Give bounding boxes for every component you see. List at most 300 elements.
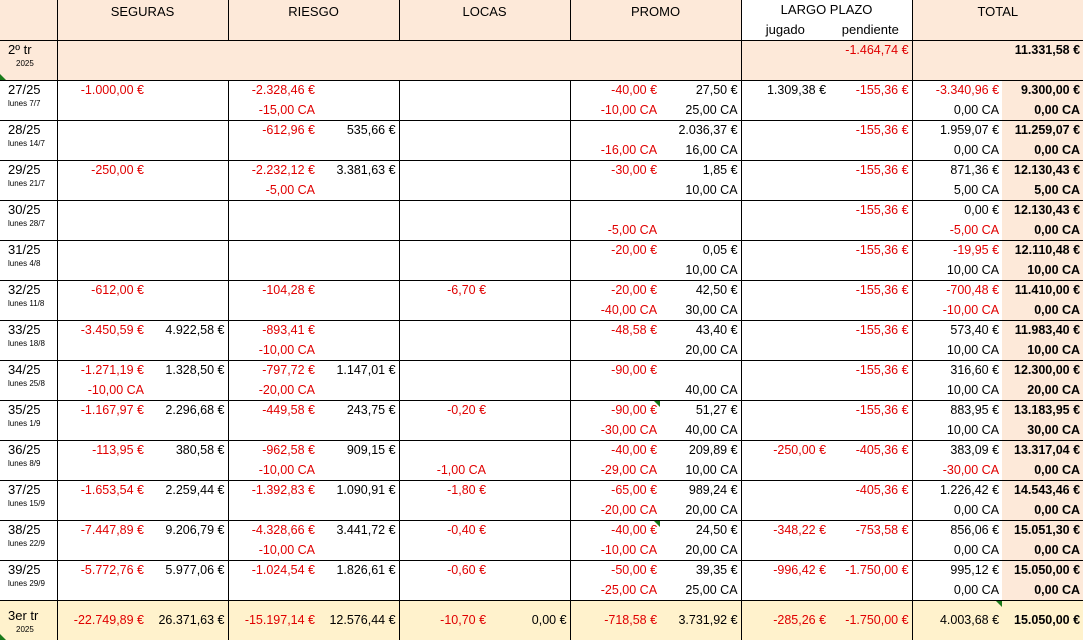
cell-locas-neg bbox=[399, 361, 489, 381]
cell-seguras-neg bbox=[57, 581, 147, 601]
cell-locas-pos bbox=[489, 141, 570, 161]
cell-promo-neg: -50,00 € bbox=[570, 561, 660, 581]
cell-riesgo-pos bbox=[318, 461, 399, 481]
cell-riesgo-neg: -893,41 € bbox=[228, 321, 318, 341]
cell-locas-pos bbox=[489, 521, 570, 541]
cell-riesgo-neg: -4.328,66 € bbox=[228, 521, 318, 541]
table-row bbox=[0, 501, 1083, 521]
week-label: 35/25 bbox=[8, 402, 41, 417]
cell-total-running: 12.130,43 € bbox=[1002, 161, 1083, 181]
cell-riesgo-neg: -2.328,46 € bbox=[228, 81, 318, 101]
cell-riesgo-neg bbox=[228, 261, 318, 281]
table-row bbox=[0, 381, 1083, 401]
q3-total-delta: 4.003,68 € bbox=[912, 601, 1002, 641]
week-date: lunes 28/7 bbox=[8, 219, 45, 228]
q3-seguras-neg: -22.749,89 € bbox=[57, 601, 147, 641]
cell-locas-pos bbox=[489, 581, 570, 601]
cell-riesgo-neg bbox=[228, 221, 318, 241]
table-row bbox=[0, 241, 1083, 261]
cell-locas-neg bbox=[399, 501, 489, 521]
q3-summary-row bbox=[0, 601, 1083, 641]
cell-riesgo-neg bbox=[228, 141, 318, 161]
q2-total: 11.331,58 € bbox=[1002, 41, 1083, 61]
week-date: lunes 7/7 bbox=[8, 99, 41, 108]
cell-riesgo-neg: -104,28 € bbox=[228, 281, 318, 301]
cell-total-delta: 0,00 CA bbox=[912, 141, 1002, 161]
cell-locas-pos bbox=[489, 501, 570, 521]
cell-total-delta: 856,06 € bbox=[912, 521, 1002, 541]
cell-seguras-neg bbox=[57, 461, 147, 481]
cell-riesgo-neg bbox=[228, 581, 318, 601]
cell-promo-pos: 0,05 € bbox=[702, 243, 738, 258]
cell-locas-pos bbox=[489, 401, 570, 421]
cell-seguras-neg bbox=[57, 201, 147, 221]
week-cell bbox=[0, 201, 57, 241]
cell-promo-neg: -16,00 CA bbox=[570, 141, 660, 161]
cell-seguras-neg bbox=[57, 341, 147, 361]
cell-riesgo-pos bbox=[318, 241, 399, 261]
week-date: lunes 1/9 bbox=[8, 419, 41, 428]
cell-total-delta: 1.226,42 € bbox=[912, 481, 1002, 501]
cell-locas-neg bbox=[399, 121, 489, 141]
table-row bbox=[0, 101, 1083, 121]
q3-largo-jugado: -285,26 € bbox=[741, 601, 829, 641]
week-label: 34/25 bbox=[8, 362, 41, 377]
cell-seguras-pos: 380,58 € bbox=[175, 443, 225, 458]
cell-seguras-pos bbox=[147, 301, 228, 321]
cell-locas-neg: -1,80 € bbox=[399, 481, 489, 501]
cell-locas-pos bbox=[489, 101, 570, 121]
cell-locas-neg bbox=[399, 81, 489, 101]
cell-largo-pendiente bbox=[829, 461, 912, 481]
cell-riesgo-neg: -10,00 CA bbox=[228, 541, 318, 561]
cell-largo-jugado bbox=[741, 201, 829, 221]
cell-largo-jugado bbox=[741, 321, 829, 341]
header-row bbox=[0, 0, 1083, 20]
cell-largo-pendiente bbox=[829, 141, 912, 161]
q2-pendiente: -1.464,74 € bbox=[829, 41, 912, 61]
cell-total-running: 10,00 CA bbox=[1002, 341, 1083, 361]
cell-promo-neg bbox=[570, 381, 660, 401]
cell-promo-pos: 20,00 CA bbox=[660, 501, 741, 521]
week-label: 29/25 bbox=[8, 162, 41, 177]
cell-riesgo-pos bbox=[318, 101, 399, 121]
table-row bbox=[0, 441, 1083, 461]
cell-largo-pendiente: -155,36 € bbox=[855, 283, 909, 298]
cell-seguras-pos: 9.206,79 € bbox=[165, 523, 225, 538]
cell-largo-pendiente: -405,36 € bbox=[855, 443, 909, 458]
cell-seguras-neg: -250,00 € bbox=[57, 161, 147, 181]
cell-promo-neg: -10,00 CA bbox=[570, 541, 660, 561]
q3-locas-pos: 0,00 € bbox=[489, 601, 570, 641]
cell-locas-neg bbox=[399, 101, 489, 121]
cell-promo-neg: -48,58 € bbox=[570, 321, 660, 341]
table-row bbox=[0, 321, 1083, 341]
cell-promo-pos: 39,35 € bbox=[695, 563, 738, 578]
cell-promo-pos: 16,00 CA bbox=[660, 141, 741, 161]
cell-riesgo-neg: -20,00 CA bbox=[228, 381, 318, 401]
cell-total-running: 0,00 CA bbox=[1002, 101, 1083, 121]
cell-promo-pos bbox=[660, 221, 741, 241]
cell-largo-jugado bbox=[741, 481, 829, 501]
week-cell bbox=[0, 241, 57, 281]
cell-seguras-pos: 4.922,58 € bbox=[165, 323, 225, 338]
cell-promo-neg: -65,00 € bbox=[570, 481, 660, 501]
week-date: lunes 11/8 bbox=[8, 299, 45, 308]
cell-total-delta: 1.959,07 € bbox=[912, 121, 1002, 141]
cell-seguras-neg: -1.271,19 € bbox=[57, 361, 147, 381]
cell-largo-pendiente: -155,36 € bbox=[855, 123, 909, 138]
week-cell bbox=[0, 361, 57, 401]
q3-label: 3er tr bbox=[8, 607, 39, 623]
cell-riesgo-pos: 1.826,61 € bbox=[336, 563, 396, 578]
cell-locas-pos bbox=[489, 181, 570, 201]
cell-promo-pos: 24,50 € bbox=[695, 523, 738, 538]
cell-promo-pos: 10,00 CA bbox=[660, 261, 741, 281]
week-cell bbox=[0, 521, 57, 561]
cell-total-delta: 0,00 CA bbox=[912, 101, 1002, 121]
cell-seguras-neg: -1.167,97 € bbox=[57, 401, 147, 421]
cell-seguras-pos bbox=[147, 221, 228, 241]
cell-total-running: 5,00 CA bbox=[1002, 181, 1083, 201]
cell-total-delta: 10,00 CA bbox=[912, 381, 1002, 401]
cell-seguras-pos bbox=[147, 461, 228, 481]
cell-largo-pendiente: -155,36 € bbox=[855, 243, 909, 258]
cell-seguras-neg bbox=[57, 121, 147, 141]
cell-riesgo-pos: 1.147,01 € bbox=[336, 363, 396, 378]
q3-riesgo-neg: -15.197,14 € bbox=[228, 601, 318, 641]
cell-riesgo-neg bbox=[228, 421, 318, 441]
table-row bbox=[0, 301, 1083, 321]
cell-largo-pendiente bbox=[829, 221, 912, 241]
week-date: lunes 22/9 bbox=[8, 539, 45, 548]
cell-largo-pendiente: -155,36 € bbox=[855, 363, 909, 378]
cell-locas-neg bbox=[399, 181, 489, 201]
cell-riesgo-pos bbox=[318, 221, 399, 241]
cell-riesgo-pos bbox=[318, 341, 399, 361]
cell-total-running: 0,00 CA bbox=[1002, 501, 1083, 521]
cell-locas-pos bbox=[489, 81, 570, 101]
header-promo: PROMO bbox=[630, 4, 681, 19]
cell-riesgo-pos bbox=[318, 81, 399, 101]
week-label: 31/25 bbox=[8, 242, 41, 257]
week-label: 36/25 bbox=[8, 442, 41, 457]
cell-largo-jugado bbox=[741, 341, 829, 361]
cell-promo-neg bbox=[570, 201, 660, 221]
week-date: lunes 8/9 bbox=[8, 459, 41, 468]
cell-locas-neg: -6,70 € bbox=[399, 281, 489, 301]
cell-locas-neg bbox=[399, 241, 489, 261]
cell-seguras-neg bbox=[57, 421, 147, 441]
cell-seguras-pos: 2.296,68 € bbox=[165, 403, 225, 418]
cell-total-running: 13.317,04 € bbox=[1002, 441, 1083, 461]
cell-locas-neg: -0,20 € bbox=[399, 401, 489, 421]
cell-promo-pos: 989,24 € bbox=[688, 483, 738, 498]
cell-seguras-pos bbox=[147, 381, 228, 401]
cell-riesgo-pos: 535,66 € bbox=[346, 123, 396, 138]
cell-locas-pos bbox=[489, 261, 570, 281]
cell-promo-pos: 10,00 CA bbox=[660, 461, 741, 481]
table-row bbox=[0, 521, 1083, 541]
cell-riesgo-pos bbox=[318, 141, 399, 161]
cell-riesgo-neg bbox=[228, 301, 318, 321]
cell-total-running: 15.051,30 € bbox=[1002, 521, 1083, 541]
header-pendiente: pendiente bbox=[841, 22, 899, 37]
cell-locas-neg bbox=[399, 581, 489, 601]
cell-locas-neg: -1,00 CA bbox=[399, 461, 489, 481]
cell-largo-jugado bbox=[741, 381, 829, 401]
cell-riesgo-neg: -797,72 € bbox=[228, 361, 318, 381]
cell-locas-neg bbox=[399, 141, 489, 161]
q3-largo-pendiente: -1.750,00 € bbox=[829, 601, 912, 641]
cell-locas-pos bbox=[489, 461, 570, 481]
cell-promo-pos: 20,00 CA bbox=[660, 541, 741, 561]
cell-promo-pos: 10,00 CA bbox=[660, 181, 741, 201]
cell-largo-jugado bbox=[741, 541, 829, 561]
table-row bbox=[0, 561, 1083, 581]
cell-seguras-neg: -1.000,00 € bbox=[57, 81, 147, 101]
cell-largo-jugado bbox=[741, 121, 829, 141]
cell-promo-neg: -5,00 CA bbox=[570, 221, 660, 241]
cell-locas-neg: -0,40 € bbox=[399, 521, 489, 541]
cell-seguras-pos bbox=[147, 501, 228, 521]
cell-seguras-pos bbox=[147, 181, 228, 201]
cell-largo-jugado bbox=[741, 361, 829, 381]
cell-seguras-pos bbox=[147, 281, 228, 301]
cell-total-running: 11.983,40 € bbox=[1002, 321, 1083, 341]
cell-largo-pendiente bbox=[829, 421, 912, 441]
cell-largo-pendiente: -155,36 € bbox=[855, 203, 909, 218]
cell-seguras-neg: -7.447,89 € bbox=[57, 521, 147, 541]
cell-promo-neg: -40,00 € bbox=[570, 81, 660, 101]
cell-locas-pos bbox=[489, 481, 570, 501]
cell-largo-pendiente: -1.750,00 € bbox=[845, 563, 909, 578]
cell-promo-neg bbox=[570, 341, 660, 361]
week-date: lunes 4/8 bbox=[8, 259, 41, 268]
cell-locas-neg bbox=[399, 221, 489, 241]
cell-largo-jugado bbox=[741, 581, 829, 601]
cell-total-running: 0,00 CA bbox=[1002, 461, 1083, 481]
cell-largo-jugado bbox=[741, 221, 829, 241]
cell-riesgo-neg: -962,58 € bbox=[228, 441, 318, 461]
cell-promo-neg: -30,00 CA bbox=[570, 421, 660, 441]
cell-locas-pos bbox=[489, 221, 570, 241]
cell-largo-pendiente: -155,36 € bbox=[855, 323, 909, 338]
cell-seguras-neg: -113,95 € bbox=[57, 441, 147, 461]
cell-riesgo-pos bbox=[318, 181, 399, 201]
cell-seguras-pos bbox=[147, 141, 228, 161]
cell-total-delta: -5,00 CA bbox=[912, 221, 1002, 241]
cell-riesgo-pos bbox=[318, 421, 399, 441]
table-row bbox=[0, 461, 1083, 481]
table-row bbox=[0, 281, 1083, 301]
cell-promo-pos bbox=[660, 201, 741, 221]
cell-seguras-pos bbox=[147, 161, 228, 181]
q3-promo-neg: -718,58 € bbox=[570, 601, 660, 641]
cell-riesgo-neg bbox=[228, 201, 318, 221]
cell-total-delta: -700,48 € bbox=[912, 281, 1002, 301]
table-row bbox=[0, 221, 1083, 241]
cell-locas-pos bbox=[489, 321, 570, 341]
cell-seguras-neg: -3.450,59 € bbox=[57, 321, 147, 341]
cell-seguras-pos bbox=[147, 101, 228, 121]
cell-locas-neg: -0,60 € bbox=[399, 561, 489, 581]
cell-seguras-neg bbox=[57, 241, 147, 261]
cell-total-running: 12.110,48 € bbox=[1002, 241, 1083, 261]
cell-promo-pos: 27,50 € bbox=[695, 83, 738, 98]
cell-largo-jugado bbox=[741, 461, 829, 481]
cell-largo-jugado: -348,22 € bbox=[741, 521, 829, 541]
week-label: 38/25 bbox=[8, 522, 41, 537]
cell-seguras-neg bbox=[57, 221, 147, 241]
cell-largo-pendiente: -155,36 € bbox=[855, 83, 909, 98]
q3-riesgo-pos: 12.576,44 € bbox=[318, 601, 399, 641]
cell-seguras-neg: -5.772,76 € bbox=[57, 561, 147, 581]
q2-label: 2º tr bbox=[8, 42, 32, 57]
cell-total-delta: 0,00 € bbox=[912, 201, 1002, 221]
cell-riesgo-pos bbox=[318, 281, 399, 301]
table-row bbox=[0, 401, 1083, 421]
cell-locas-neg bbox=[399, 421, 489, 441]
cell-total-delta: 10,00 CA bbox=[912, 341, 1002, 361]
week-date: lunes 25/8 bbox=[8, 379, 45, 388]
week-date: lunes 18/8 bbox=[8, 339, 45, 348]
cell-seguras-pos bbox=[147, 581, 228, 601]
week-cell bbox=[0, 401, 57, 441]
q3-seguras-pos: 26.371,63 € bbox=[147, 601, 228, 641]
cell-largo-jugado bbox=[741, 181, 829, 201]
cell-locas-pos bbox=[489, 201, 570, 221]
cell-largo-jugado bbox=[741, 301, 829, 321]
cell-locas-neg bbox=[399, 161, 489, 181]
cell-total-running: 20,00 CA bbox=[1002, 381, 1083, 401]
cell-largo-jugado: -996,42 € bbox=[741, 561, 829, 581]
cell-seguras-neg bbox=[57, 101, 147, 121]
cell-locas-pos bbox=[489, 541, 570, 561]
cell-largo-jugado bbox=[741, 141, 829, 161]
cell-locas-neg bbox=[399, 301, 489, 321]
cell-largo-pendiente: -155,36 € bbox=[855, 163, 909, 178]
cell-seguras-pos bbox=[147, 341, 228, 361]
cell-riesgo-pos: 909,15 € bbox=[346, 443, 396, 458]
cell-promo-neg: -40,00 € bbox=[570, 441, 660, 461]
cell-total-running: 14.543,46 € bbox=[1002, 481, 1083, 501]
cell-locas-pos bbox=[489, 561, 570, 581]
table-row bbox=[0, 361, 1083, 381]
cell-largo-jugado bbox=[741, 241, 829, 261]
q3-locas-neg: -10,70 € bbox=[399, 601, 489, 641]
cell-total-running: 0,00 CA bbox=[1002, 141, 1083, 161]
cell-riesgo-pos: 3.441,72 € bbox=[336, 523, 396, 538]
cell-largo-jugado: 1.309,38 € bbox=[741, 81, 829, 101]
cell-seguras-neg: -10,00 CA bbox=[57, 381, 147, 401]
cell-seguras-neg bbox=[57, 181, 147, 201]
cell-total-delta: 10,00 CA bbox=[912, 261, 1002, 281]
cell-riesgo-neg bbox=[228, 501, 318, 521]
cell-largo-jugado bbox=[741, 161, 829, 181]
cell-locas-pos bbox=[489, 281, 570, 301]
cell-promo-neg: -30,00 € bbox=[570, 161, 660, 181]
table-row bbox=[0, 341, 1083, 361]
cell-seguras-neg: -1.653,54 € bbox=[57, 481, 147, 501]
cell-total-running: 0,00 CA bbox=[1002, 221, 1083, 241]
cell-total-delta: -3.340,96 € bbox=[912, 81, 1002, 101]
cell-promo-neg: -20,00 € bbox=[570, 241, 660, 261]
cell-largo-pendiente: -753,58 € bbox=[855, 523, 909, 538]
cell-riesgo-pos bbox=[318, 261, 399, 281]
cell-largo-pendiente bbox=[829, 541, 912, 561]
cell-riesgo-pos: 243,75 € bbox=[346, 403, 396, 418]
table-row bbox=[0, 261, 1083, 281]
cell-largo-pendiente bbox=[829, 501, 912, 521]
week-label: 32/25 bbox=[8, 282, 41, 297]
week-label: 39/25 bbox=[8, 562, 41, 577]
table-row bbox=[0, 81, 1083, 101]
table-row bbox=[0, 481, 1083, 501]
cell-riesgo-neg: -10,00 CA bbox=[228, 341, 318, 361]
q3-promo-pos: 3.731,92 € bbox=[660, 601, 741, 641]
cell-total-delta: 0,00 CA bbox=[912, 501, 1002, 521]
cell-riesgo-pos bbox=[318, 541, 399, 561]
cell-locas-pos bbox=[489, 121, 570, 141]
cell-seguras-neg bbox=[57, 301, 147, 321]
week-date: lunes 15/9 bbox=[8, 499, 45, 508]
table-row bbox=[0, 541, 1083, 561]
cell-seguras-neg bbox=[57, 501, 147, 521]
cell-promo-pos: 25,00 CA bbox=[660, 581, 741, 601]
cell-largo-jugado bbox=[741, 401, 829, 421]
cell-total-delta: -30,00 CA bbox=[912, 461, 1002, 481]
cell-total-delta: 5,00 CA bbox=[912, 181, 1002, 201]
cell-seguras-pos: 1.328,50 € bbox=[165, 363, 225, 378]
cell-seguras-pos bbox=[147, 121, 228, 141]
cell-seguras-pos bbox=[147, 541, 228, 561]
cell-largo-jugado: -250,00 € bbox=[741, 441, 829, 461]
cell-promo-pos: 40,00 CA bbox=[660, 421, 741, 441]
cell-total-running: 11.410,00 € bbox=[1002, 281, 1083, 301]
cell-largo-pendiente bbox=[829, 301, 912, 321]
cell-total-delta: 316,60 € bbox=[912, 361, 1002, 381]
cell-promo-pos: 42,50 € bbox=[695, 283, 738, 298]
cell-riesgo-pos bbox=[318, 501, 399, 521]
cell-seguras-pos: 2.259,44 € bbox=[165, 483, 225, 498]
cell-riesgo-pos: 1.090,91 € bbox=[336, 483, 396, 498]
cell-promo-neg: -90,00 € bbox=[570, 361, 660, 381]
cell-seguras-neg bbox=[57, 141, 147, 161]
cell-largo-jugado bbox=[741, 281, 829, 301]
week-cell bbox=[0, 481, 57, 521]
cell-seguras-pos: 5.977,06 € bbox=[165, 563, 225, 578]
cell-locas-neg bbox=[399, 261, 489, 281]
week-cell bbox=[0, 121, 57, 161]
cell-locas-neg bbox=[399, 441, 489, 461]
cell-seguras-neg bbox=[57, 261, 147, 281]
cell-total-delta: 871,36 € bbox=[912, 161, 1002, 181]
header-total: TOTAL bbox=[977, 4, 1019, 19]
cell-largo-pendiente bbox=[829, 381, 912, 401]
cell-locas-pos bbox=[489, 421, 570, 441]
cell-largo-jugado bbox=[741, 421, 829, 441]
cell-largo-jugado bbox=[741, 501, 829, 521]
cell-promo-pos bbox=[660, 361, 741, 381]
cell-total-running: 0,00 CA bbox=[1002, 301, 1083, 321]
cell-riesgo-pos bbox=[318, 581, 399, 601]
cell-total-running: 9.300,00 € bbox=[1002, 81, 1083, 101]
table-row bbox=[0, 201, 1083, 221]
cell-total-running: 12.300,00 € bbox=[1002, 361, 1083, 381]
cell-largo-pendiente bbox=[829, 341, 912, 361]
cell-seguras-pos bbox=[147, 81, 228, 101]
